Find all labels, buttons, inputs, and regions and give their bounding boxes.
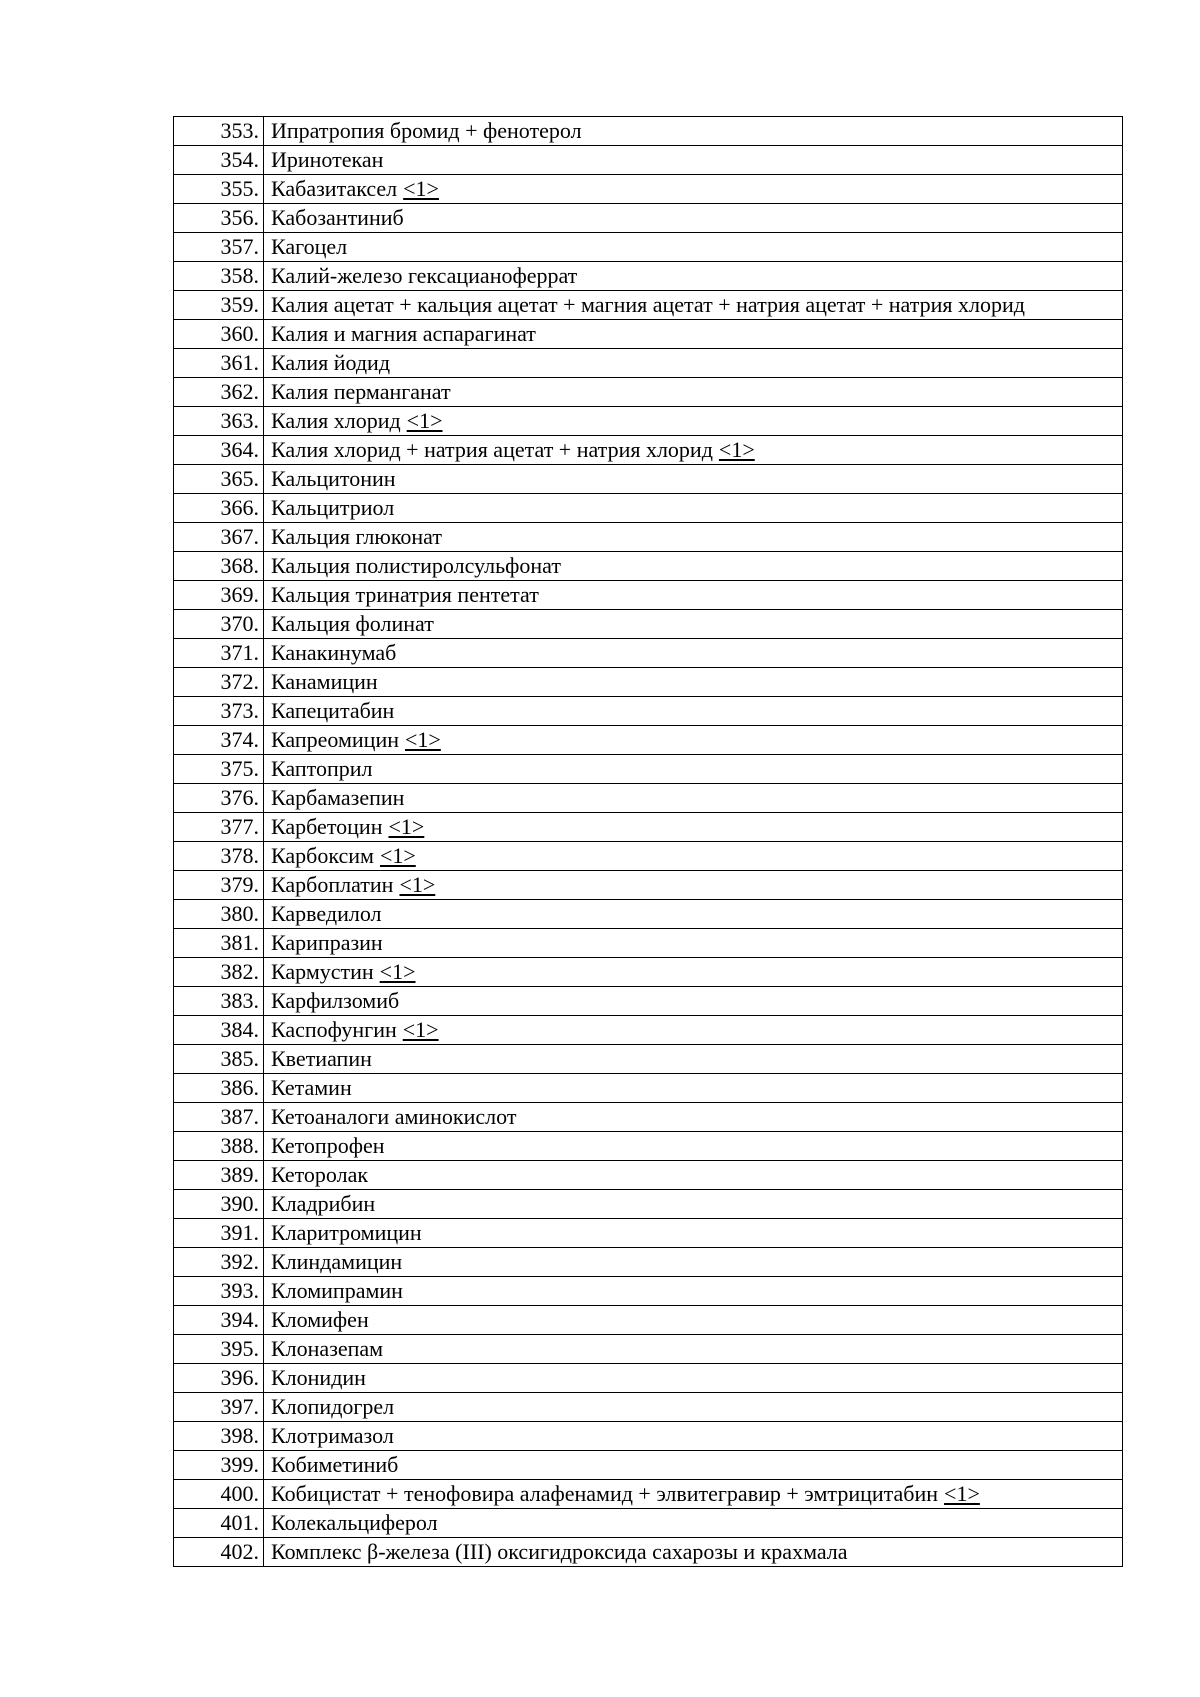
drug-name-cell <box>264 1248 1123 1277</box>
table-row <box>174 1016 1123 1045</box>
row-number: 385. <box>174 1045 264 1074</box>
table-row <box>174 320 1123 349</box>
table-row <box>174 1306 1123 1335</box>
row-number: 362. <box>174 378 264 407</box>
table-row <box>174 233 1123 262</box>
drug-name: Каптоприл <box>271 756 373 781</box>
table-row <box>174 813 1123 842</box>
drug-name: Калий-железо гексацианоферрат <box>271 263 578 288</box>
row-number: 361. <box>174 349 264 378</box>
table-row <box>174 1190 1123 1219</box>
table-row <box>174 378 1123 407</box>
table-row <box>174 1277 1123 1306</box>
table-row <box>174 1132 1123 1161</box>
table-row <box>174 639 1123 668</box>
drug-name: Клонидин <box>271 1365 366 1390</box>
drug-name-cell <box>264 1045 1123 1074</box>
drug-name: Кобиметиниб <box>271 1452 399 1477</box>
drug-name-cell <box>264 1074 1123 1103</box>
drug-name: Канакинумаб <box>271 640 397 665</box>
table-row <box>174 523 1123 552</box>
drug-name-cell <box>264 900 1123 929</box>
table-row <box>174 1103 1123 1132</box>
row-number: 365. <box>174 465 264 494</box>
drug-name-cell <box>264 378 1123 407</box>
drug-name: Иринотекан <box>271 147 384 172</box>
table-row <box>174 987 1123 1016</box>
row-number: 388. <box>174 1132 264 1161</box>
row-number: 384. <box>174 1016 264 1045</box>
table-row <box>174 262 1123 291</box>
drug-name: Кальция тринатрия пентетат <box>271 582 539 607</box>
table-row <box>174 958 1123 987</box>
footnote-reference-link[interactable]: <1> <box>399 872 436 897</box>
drug-name: Кломипрамин <box>271 1278 403 1303</box>
row-number: 391. <box>174 1219 264 1248</box>
drug-name-cell <box>264 1103 1123 1132</box>
footnote-reference-link[interactable]: <1> <box>718 437 755 462</box>
table-row <box>174 668 1123 697</box>
row-number: 379. <box>174 871 264 900</box>
row-number: 367. <box>174 523 264 552</box>
drug-name-cell <box>264 465 1123 494</box>
table-row <box>174 117 1123 146</box>
drug-name-cell <box>264 842 1123 871</box>
drug-name-cell <box>264 668 1123 697</box>
drug-name: Калия хлорид + натрия ацетат + натрия хлорид <box>271 437 713 462</box>
table-row <box>174 407 1123 436</box>
drug-name: Колекальциферол <box>271 1510 438 1535</box>
table-row <box>174 726 1123 755</box>
drug-name: Кальцитонин <box>271 466 396 491</box>
drug-name-cell <box>264 117 1123 146</box>
row-number: 360. <box>174 320 264 349</box>
drug-name-cell <box>264 813 1123 842</box>
drug-name-cell <box>264 1161 1123 1190</box>
drug-name: Калия хлорид <box>271 408 401 433</box>
row-number: 369. <box>174 581 264 610</box>
row-number: 390. <box>174 1190 264 1219</box>
footnote-reference-link[interactable]: <1> <box>402 1017 439 1042</box>
drug-name: Калия ацетат + кальция ацетат + магния ацетат + натрия ацетат + натрия хлорид <box>271 292 1025 317</box>
drug-name-cell <box>264 552 1123 581</box>
row-number: 376. <box>174 784 264 813</box>
drug-name-cell <box>264 233 1123 262</box>
drug-name: Карбамазепин <box>271 785 405 810</box>
drug-name: Канамицин <box>271 669 378 694</box>
drug-name-cell <box>264 436 1123 465</box>
row-number: 359. <box>174 291 264 320</box>
drug-name: Клопидогрел <box>271 1394 395 1419</box>
drug-name: Каспофунгин <box>271 1017 397 1042</box>
row-number: 389. <box>174 1161 264 1190</box>
row-number: 387. <box>174 1103 264 1132</box>
row-number: 402. <box>174 1538 264 1567</box>
table-row <box>174 610 1123 639</box>
drug-name-cell <box>264 1451 1123 1480</box>
drug-name: Карипразин <box>271 930 383 955</box>
row-number: 357. <box>174 233 264 262</box>
drug-name-cell <box>264 204 1123 233</box>
drug-name-cell <box>264 1132 1123 1161</box>
table-row <box>174 1219 1123 1248</box>
row-number: 355. <box>174 175 264 204</box>
table-row <box>174 494 1123 523</box>
drug-name: Калия перманганат <box>271 379 451 404</box>
table-row <box>174 436 1123 465</box>
row-number: 400. <box>174 1480 264 1509</box>
drug-name: Кабозантиниб <box>271 205 404 230</box>
row-number: 372. <box>174 668 264 697</box>
row-number: 401. <box>174 1509 264 1538</box>
drug-name-cell <box>264 146 1123 175</box>
drug-name: Кабазитаксел <box>271 176 398 201</box>
table-row <box>174 842 1123 871</box>
drug-name-cell <box>264 1480 1123 1509</box>
drug-name-cell <box>264 871 1123 900</box>
drug-name-cell <box>264 407 1123 436</box>
row-number: 386. <box>174 1074 264 1103</box>
footnote-reference-link[interactable]: <1> <box>388 814 425 839</box>
row-number: 354. <box>174 146 264 175</box>
drug-name-cell <box>264 1306 1123 1335</box>
drug-name: Кальцитриол <box>271 495 395 520</box>
drug-name: Карбоксим <box>271 843 374 868</box>
table-row <box>174 581 1123 610</box>
table-row <box>174 784 1123 813</box>
row-number: 397. <box>174 1393 264 1422</box>
drug-name-cell <box>264 291 1123 320</box>
drug-name: Кветиапин <box>271 1046 372 1071</box>
table-row <box>174 1480 1123 1509</box>
row-number: 358. <box>174 262 264 291</box>
drug-name-cell <box>264 320 1123 349</box>
drug-name: Капреомицин <box>271 727 399 752</box>
drug-name: Кагоцел <box>271 234 348 259</box>
drug-name: Клоназепам <box>271 1336 384 1361</box>
row-number: 356. <box>174 204 264 233</box>
drug-name-cell <box>264 784 1123 813</box>
drug-name-cell <box>264 697 1123 726</box>
drug-name-cell <box>264 494 1123 523</box>
row-number: 399. <box>174 1451 264 1480</box>
drug-name: Карфилзомиб <box>271 988 400 1013</box>
drug-name-cell <box>264 987 1123 1016</box>
drug-name: Калия и магния аспарагинат <box>271 321 536 346</box>
row-number: 383. <box>174 987 264 1016</box>
table-row <box>174 929 1123 958</box>
row-number: 363. <box>174 407 264 436</box>
drug-name: Калия йодид <box>271 350 391 375</box>
row-number: 395. <box>174 1335 264 1364</box>
row-number: 381. <box>174 929 264 958</box>
drug-name: Кетопрофен <box>271 1133 385 1158</box>
drug-name-cell <box>264 262 1123 291</box>
footnote-reference-link[interactable]: <1> <box>403 176 439 201</box>
table-row <box>174 1538 1123 1567</box>
drug-name: Кобицистат + тенофовира алафенамид + элвитегравир + эмтрицитабин <box>271 1481 939 1506</box>
drug-name: Карбоплатин <box>271 872 394 897</box>
table-row <box>174 1422 1123 1451</box>
row-number: 370. <box>174 610 264 639</box>
row-number: 371. <box>174 639 264 668</box>
footnote-reference-link[interactable]: <1> <box>406 408 443 433</box>
drug-name: Капецитабин <box>271 698 395 723</box>
drug-name: Кальция полистиролсульфонат <box>271 553 561 578</box>
drug-name-cell <box>264 1364 1123 1393</box>
table-row <box>174 204 1123 233</box>
table-row <box>174 1045 1123 1074</box>
table-row <box>174 175 1123 204</box>
row-number: 364. <box>174 436 264 465</box>
drug-name-cell <box>264 523 1123 552</box>
drug-name-cell <box>264 958 1123 987</box>
drug-name: Кларитромицин <box>271 1220 422 1245</box>
drug-name: Кетамин <box>271 1075 352 1100</box>
drug-name-cell <box>264 1219 1123 1248</box>
drug-list-table <box>173 116 1123 1567</box>
row-number: 398. <box>174 1422 264 1451</box>
footnote-reference-link[interactable]: <1> <box>405 727 441 752</box>
drug-name-cell <box>264 349 1123 378</box>
drug-name-cell <box>264 581 1123 610</box>
table-row <box>174 146 1123 175</box>
row-number: 353. <box>174 117 264 146</box>
table-body <box>174 117 1123 1567</box>
row-number: 396. <box>174 1364 264 1393</box>
drug-name-cell <box>264 1016 1123 1045</box>
drug-name-cell <box>264 1277 1123 1306</box>
drug-name-cell <box>264 929 1123 958</box>
row-number: 393. <box>174 1277 264 1306</box>
table-row <box>174 1074 1123 1103</box>
table-row <box>174 1509 1123 1538</box>
footnote-reference-link[interactable]: <1> <box>379 959 416 984</box>
row-number: 382. <box>174 958 264 987</box>
footnote-reference-link[interactable]: <1> <box>379 843 416 868</box>
drug-name-cell <box>264 1190 1123 1219</box>
drug-name-cell <box>264 1393 1123 1422</box>
drug-name-cell <box>264 175 1123 204</box>
drug-name: Карбетоцин <box>271 814 383 839</box>
row-number: 394. <box>174 1306 264 1335</box>
row-number: 375. <box>174 755 264 784</box>
drug-name-cell <box>264 755 1123 784</box>
drug-name: Кальция фолинат <box>271 611 434 636</box>
drug-name-cell <box>264 639 1123 668</box>
row-number: 366. <box>174 494 264 523</box>
drug-name-cell <box>264 1538 1123 1567</box>
table-row <box>174 697 1123 726</box>
drug-name: Карведилол <box>271 901 382 926</box>
row-number: 373. <box>174 697 264 726</box>
drug-name: Клиндамицин <box>271 1249 403 1274</box>
row-number: 392. <box>174 1248 264 1277</box>
table-row <box>174 1335 1123 1364</box>
drug-name: Клотримазол <box>271 1423 394 1448</box>
row-number: 378. <box>174 842 264 871</box>
table-row <box>174 1451 1123 1480</box>
table-row <box>174 1248 1123 1277</box>
drug-name: Кладрибин <box>271 1191 376 1216</box>
row-number: 368. <box>174 552 264 581</box>
drug-name-cell <box>264 726 1123 755</box>
drug-name: Ипратропия бромид + фенотерол <box>271 118 582 143</box>
drug-name: Комплекс β-железа (III) оксигидроксида сахарозы и крахмала <box>271 1539 848 1564</box>
drug-name: Кетоаналоги аминокислот <box>271 1104 517 1129</box>
drug-name: Кеторолак <box>271 1162 369 1187</box>
drug-name-cell <box>264 1509 1123 1538</box>
table-row <box>174 1161 1123 1190</box>
table-row <box>174 755 1123 784</box>
table-row <box>174 349 1123 378</box>
table-row <box>174 465 1123 494</box>
table-row <box>174 291 1123 320</box>
table-row <box>174 871 1123 900</box>
table-row <box>174 552 1123 581</box>
row-number: 374. <box>174 726 264 755</box>
row-number: 380. <box>174 900 264 929</box>
drug-name: Кломифен <box>271 1307 369 1332</box>
drug-name: Кальция глюконат <box>271 524 442 549</box>
drug-name: Кармустин <box>271 959 374 984</box>
drug-name-cell <box>264 1422 1123 1451</box>
row-number: 377. <box>174 813 264 842</box>
table-row <box>174 1364 1123 1393</box>
footnote-reference-link[interactable]: <1> <box>944 1481 980 1506</box>
drug-name-cell <box>264 610 1123 639</box>
table-row <box>174 900 1123 929</box>
drug-name-cell <box>264 1335 1123 1364</box>
table-row <box>174 1393 1123 1422</box>
